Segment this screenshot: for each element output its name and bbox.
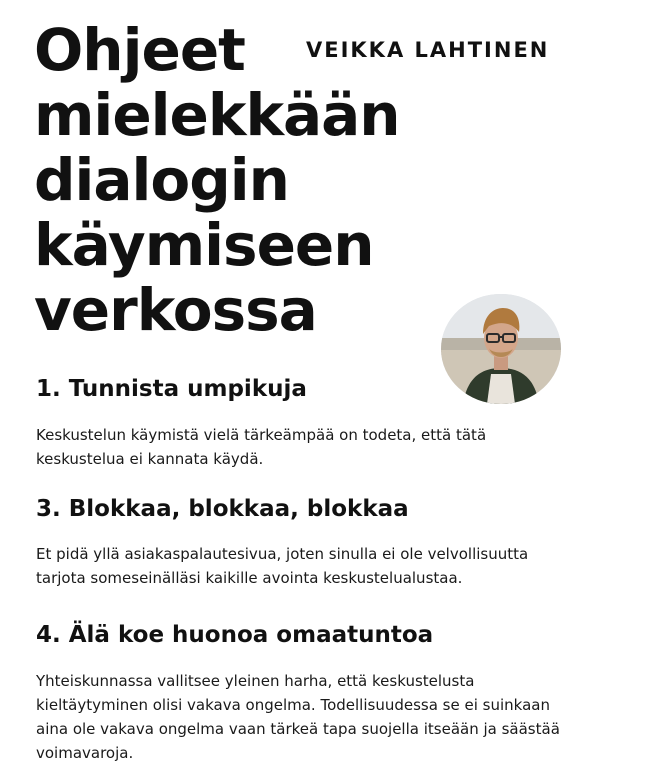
paragraph-line: Keskustelun käymistä vielä tärkeämpää on todeta, että tätä: [36, 426, 487, 444]
section-heading: 4. Älä koe huonoa omaatuntoa: [36, 622, 434, 648]
title-line: verkossa: [34, 276, 317, 344]
title-line: käymiseen: [34, 211, 374, 279]
author-name: VEIKKA LAHTINEN: [306, 38, 550, 62]
article-title: [34, 18, 400, 343]
paragraph-line: aina ole vakava ongelma vaan tärkeä tapa suojella itseään ja säästää: [36, 720, 560, 738]
section-paragraph: [36, 423, 596, 471]
paragraph-line: keskustelua ei kannata käydä.: [36, 450, 264, 468]
title-line: Ohjeet: [34, 16, 245, 84]
title-line: dialogin: [34, 146, 289, 214]
section-heading: 3. Blokkaa, blokkaa, blokkaa: [36, 496, 409, 522]
author-avatar: [441, 294, 561, 404]
author-portrait-image: [441, 294, 561, 404]
section-paragraph: [36, 542, 596, 590]
section-heading: 1. Tunnista umpikuja: [36, 376, 307, 402]
paragraph-line: kieltäytyminen olisi vakava ongelma. Todellisuudessa se ei suinkaan: [36, 696, 550, 714]
paragraph-line: Yhteiskunnassa vallitsee yleinen harha, että keskustelusta: [36, 672, 475, 690]
title-line: mielekkään: [34, 81, 400, 149]
paragraph-line: Et pidä yllä asiakaspalautesivua, joten sinulla ei ole velvollisuutta: [36, 545, 529, 563]
paragraph-line: tarjota someseinälläsi kaikille avointa keskustelualustaa.: [36, 569, 463, 587]
paragraph-line: voimavaroja.: [36, 744, 134, 762]
section-paragraph: [36, 669, 596, 765]
